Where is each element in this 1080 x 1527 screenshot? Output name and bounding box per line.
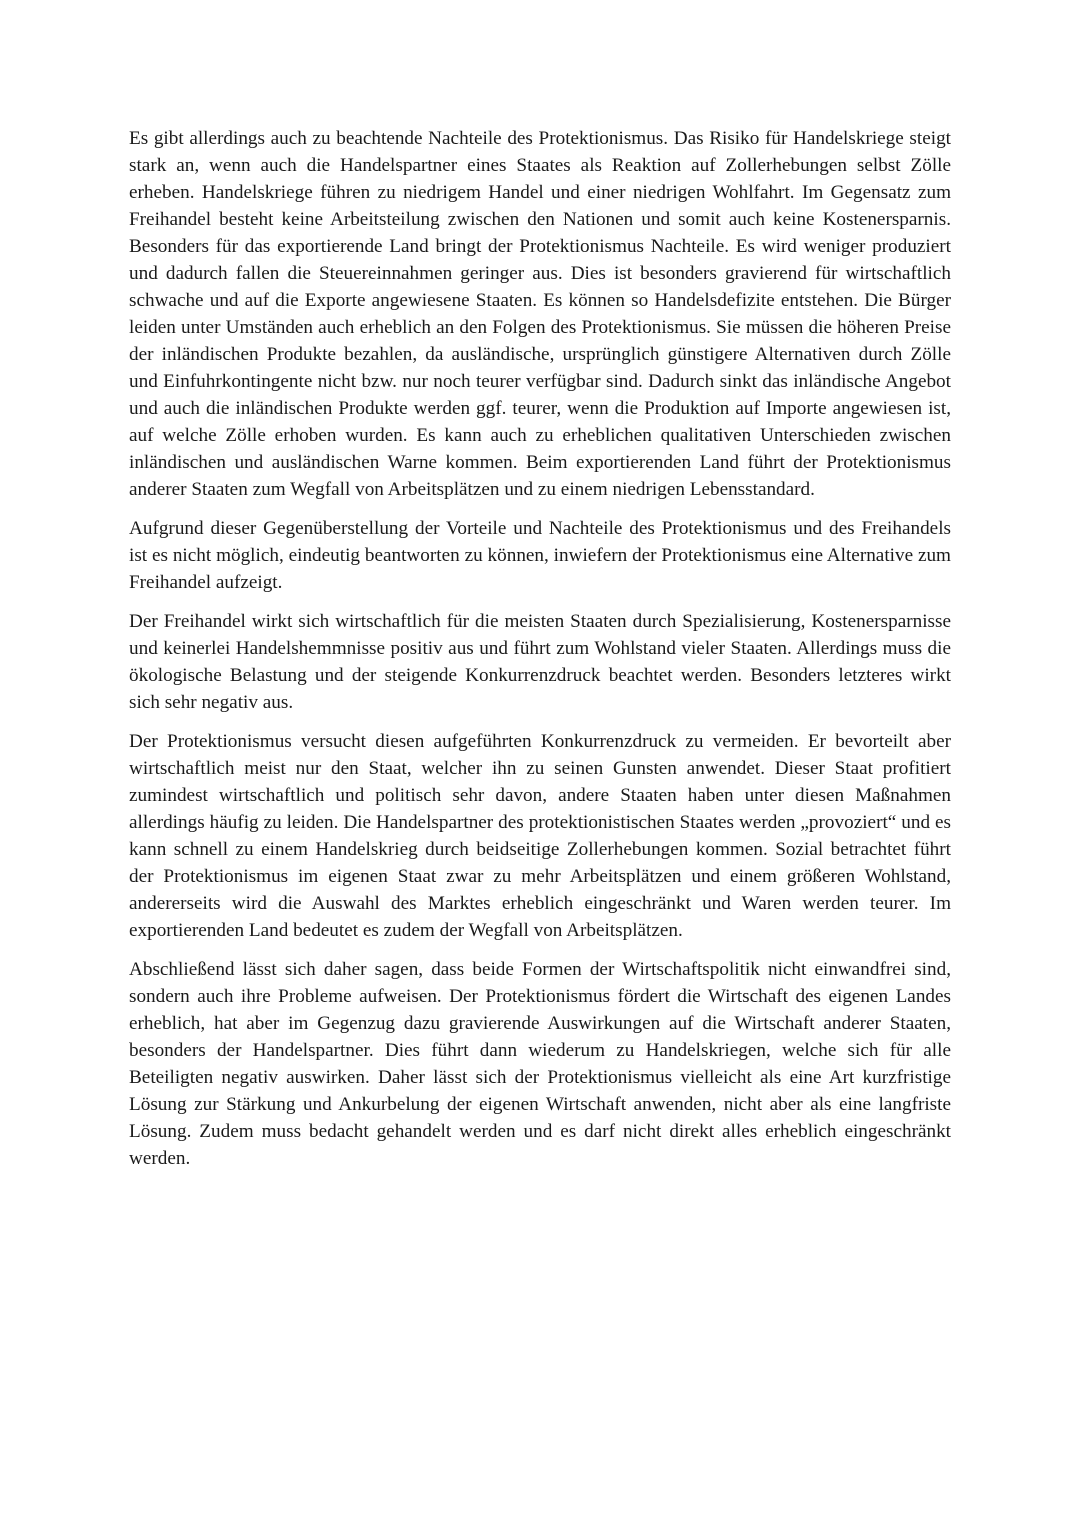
paragraph-comparison: Aufgrund dieser Gegenüberstellung der Vorteile und Nachteile des Protektionismus und des Freihandels ist es nicht möglich, eindeutig beantworten zu können, inwiefern der Protektionismus eine Alternative zum Freihandel aufzeigt. [129, 518, 951, 593]
paragraph-free-trade: Der Freihandel wirkt sich wirtschaftlich für die meisten Staaten durch Spezialisierung, Kostenersparnisse und keinerlei Handelshemmnisse positiv aus und führt zum Wohlstand vieler Staaten. Allerdings muss die ökologische Belastung und der steigende Konkurrenzdruck beachtet werden. Besonders letzteres wirkt sich sehr negativ aus. [129, 611, 951, 713]
paragraph-conclusion: Abschließend lässt sich daher sagen, dass beide Formen der Wirtschaftspolitik nicht einwandfrei sind, sondern auch ihre Probleme aufweisen. Der Protektionismus fördert die Wirtschaft des eigenen Landes erheblich, hat aber im Gegenzug dazu gravierende Auswirkungen auf die Wirtschaft anderer Staaten, besonders der Handelspartner. Dies führt dann wiederum zu Handelskriegen, welche sich für alle Beteiligten negativ auswirken. Daher lässt sich der Protektionismus vielleicht als eine Art kurzfristige Lösung zur Stärkung und Ankurbelung der eigenen Wirtschaft anwenden, nicht aber als eine langfriste Lösung. Zudem muss bedacht gehandelt werden und es darf nicht direkt alles erheblich eingeschränkt werden. [129, 959, 951, 1169]
document-page [129, 125, 951, 1184]
paragraph-disadvantages: Es gibt allerdings auch zu beachtende Nachteile des Protektionismus. Das Risiko für Handelskriege steigt stark an, wenn auch die Handelspartner eines Staates als Reaktion auf Zollerhebungen selbst Zölle erheben. Handelskriege führen zu niedrigem Handel und einer niedrigen Wohlfahrt. Im Gegensatz zum Freihandel besteht keine Arbeitsteilung zwischen den Nationen und somit auch keine Kostenersparnis. Besonders für das exportierende Land bringt der Protektionismus Nachteile. Es wird weniger produziert und dadurch fallen die Steuereinnahmen geringer aus. Dies ist besonders gravierend für wirtschaftlich schwache und auf die Exporte angewiesene Staaten. Es können so Handelsdefizite entstehen. Die Bürger leiden unter Umständen auch erheblich an den Folgen des Protektionismus. Sie müssen die höheren Preise der inländischen Produkte bezahlen, da ausländische, ursprünglich günstigere Alternativen durch Zölle und Einfuhrkontingente nicht bzw. nur noch teurer verfügbar sind. Dadurch sinkt das inländische Angebot und auch die inländischen Produkte werden ggf. teurer, wenn die Produktion auf Importe angewiesen ist, auf welche Zölle erhoben wurden. Es kann auch zu erheblichen qualitativen Unterschieden zwischen inländischen und ausländischen Warne kommen. Beim exportierenden Land führt der Protektionismus anderer Staaten zum Wegfall von Arbeitsplätzen und zu einem niedrigen Lebensstandard. [129, 128, 951, 500]
paragraph-protectionism: Der Protektionismus versucht diesen aufgeführten Konkurrenzdruck zu vermeiden. Er bevorteilt aber wirtschaftlich meist nur den Staat, welcher ihn zu seinen Gunsten anwendet. Dieser Staat profitiert zumindest wirtschaftlich und politisch sehr davon, andere Staaten haben unter diesen Maßnahmen allerdings häufig zu leiden. Die Handelspartner des protektionistischen Staates werden „provoziert“ und es kann schnell zu einem Handelskrieg durch beidseitige Zollerhebungen kommen. Sozial betrachtet führt der Protektionismus im eigenen Staat zwar zu mehr Arbeitsplätzen und einem größeren Wohlstand, andererseits wird die Auswahl des Marktes erheblich eingeschränkt und Waren werden teurer. Im exportierenden Land bedeutet es zudem der Wegfall von Arbeitsplätzen. [129, 731, 951, 941]
